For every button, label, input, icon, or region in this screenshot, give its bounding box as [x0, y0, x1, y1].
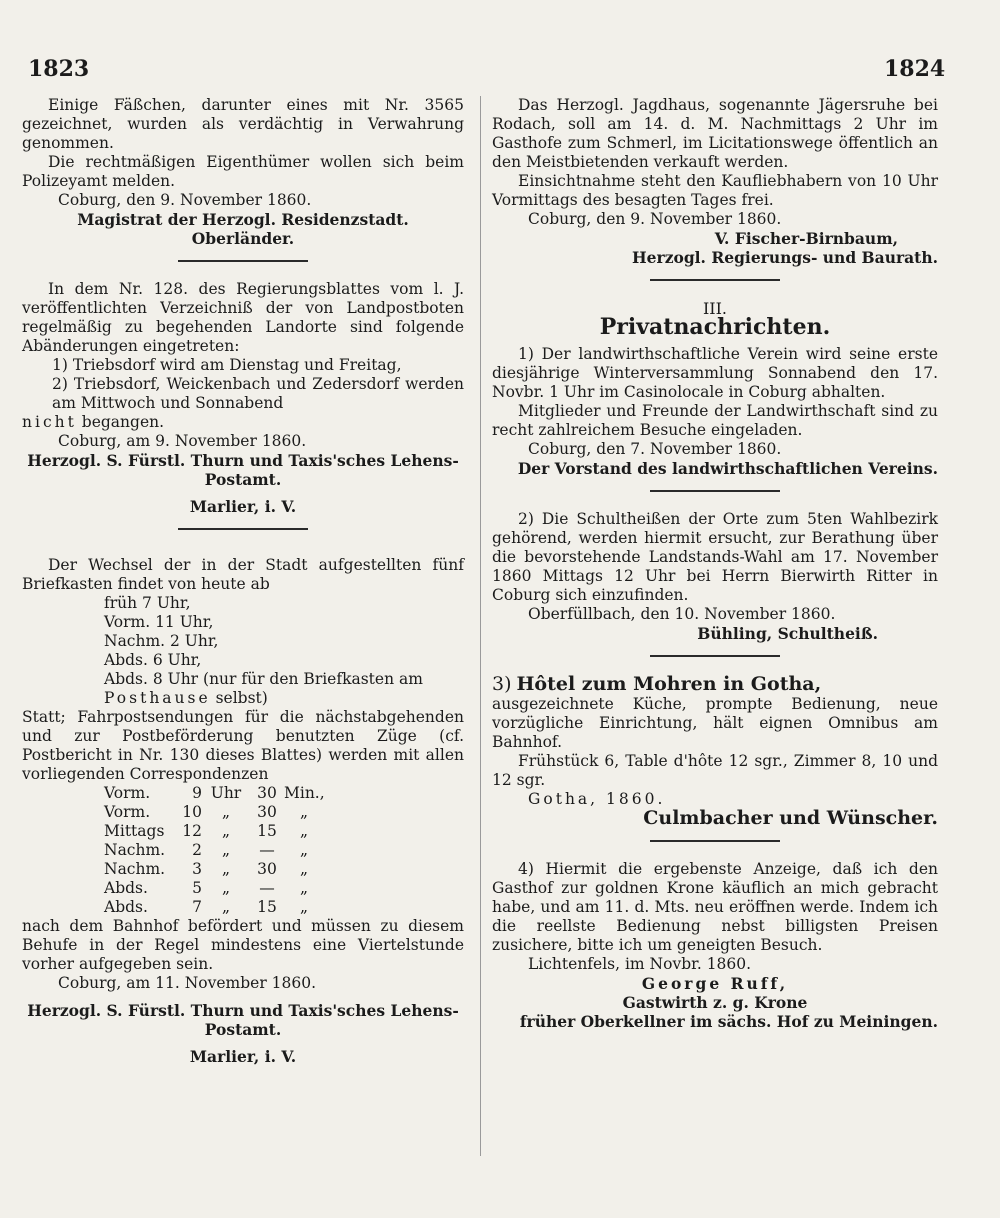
notice-signature: Postamt. — [204, 1020, 282, 1039]
left-column — [22, 96, 464, 1066]
spaced-word: Posthause — [104, 689, 211, 707]
notice-date: Lichtenfels, im Novbr. 1860. — [528, 955, 752, 973]
notice-signature: früher Oberkellner im sächs. Hof zu Meiningen. — [519, 1012, 938, 1031]
notice-body: 2) Die Schultheißen der Orte zum 5ten Wahlbezirk gehörend, werden hiermit ersucht, zur Berathung über die bevorstehende Landstands-Wahl am 17. November 1860 Mittags 12 Uhr bei Herrn Bierwirth Ritter in Coburg sich einzufinden. — [492, 510, 938, 604]
schedule-hour: 12 — [182, 822, 202, 840]
schedule-unit: Uhr — [210, 784, 242, 802]
schedule-minute: 30 — [257, 784, 277, 802]
schedule-unit: „ — [221, 898, 231, 916]
notice-signature: Gastwirth z. g. Krone — [622, 993, 808, 1012]
time-line: früh 7 Uhr, — [104, 594, 191, 612]
notice-signature: Herzogl. S. Fürstl. Thurn und Taxis'sches Lehens- — [27, 451, 459, 470]
section-title: Privatnachrichten. — [599, 314, 831, 340]
time-line — [22, 689, 464, 708]
schedule-label: Vorm. — [104, 784, 151, 802]
notice-date: Coburg, am 9. November 1860. — [58, 432, 307, 450]
schedule-hour: 7 — [192, 898, 202, 916]
schedule-minute: — — [259, 879, 275, 897]
notice-body: Einsichtnahme steht den Kaufliebhabern von 10 Uhr Vormittags des besagten Tages frei. — [492, 172, 938, 209]
section-heading — [492, 299, 938, 340]
section-rule — [650, 279, 780, 281]
notice-date: Coburg, am 11. November 1860. — [58, 974, 317, 992]
schedule-unit: „ — [221, 879, 231, 897]
notice-body: Mitglieder und Freunde der Landwirthschaft sind zu recht zahlreichem Besuche eingeladen. — [492, 402, 938, 439]
private-notice-2 — [492, 510, 938, 643]
schedule-row — [22, 879, 464, 898]
spaced-word: nicht — [22, 413, 77, 431]
time-line: Nachm. 2 Uhr, — [104, 632, 219, 650]
notice-signature: Herzogl. S. Fürstl. Thurn und Taxis'sches Lehens- — [27, 1001, 459, 1020]
schedule-hour: 10 — [182, 803, 202, 821]
schedule-minute-unit: „ — [299, 879, 309, 897]
schedule-row — [22, 841, 464, 860]
private-notice-1 — [492, 345, 938, 478]
column-divider — [480, 96, 481, 1156]
section-rule — [178, 260, 308, 262]
spacer — [22, 489, 464, 497]
notice-casks — [22, 96, 464, 248]
schedule-minute-unit: „ — [299, 803, 309, 821]
list-item: 1) Triebsdorf wird am Dienstag und Freitag, — [52, 356, 402, 374]
section-rule — [178, 528, 308, 530]
schedule-minute-unit: „ — [299, 822, 309, 840]
notice-postal-route — [22, 280, 464, 516]
schedule-minute-unit: „ — [299, 841, 309, 859]
notice-signature: Magistrat der Herzogl. Residenzstadt. — [77, 210, 409, 229]
spacer — [22, 548, 464, 556]
notice-signature: Herzogl. Regierungs- und Baurath. — [632, 248, 938, 267]
schedule-label: Nachm. — [104, 841, 166, 859]
right-column — [492, 96, 938, 1031]
schedule-row — [22, 898, 464, 917]
schedule-hour: 5 — [192, 879, 202, 897]
notice-body: Einige Fäßchen, darunter eines mit Nr. 3565 gezeichnet, wurden als verdächtig in Verwahrung genommen. — [22, 96, 464, 152]
notice-signature: Marlier, i. V. — [189, 497, 297, 516]
notice-date: Gotha, 1860. — [528, 790, 666, 808]
private-notice-4 — [492, 860, 938, 1031]
schedule-row — [22, 860, 464, 879]
notice-hunting-lodge — [492, 96, 938, 267]
schedule-label: Vorm. — [104, 803, 151, 821]
time-line: Vorm. 11 Uhr, — [104, 613, 214, 631]
page-number-left: 1823 — [28, 56, 90, 82]
notice-date: Oberfüllbach, den 10. November 1860. — [528, 605, 836, 623]
private-notice-3 — [492, 675, 938, 828]
hotel-title: Hôtel zum Mohren in Gotha, — [516, 673, 822, 695]
notice-body: In dem Nr. 128. des Regierungsblattes vom l. J. veröffentlichten Verzeichniß der von Landpostboten regelmäßig zu begehenden Landorte sind folgende Abänderungen eingetreten: — [22, 280, 464, 355]
section-number: III. — [702, 299, 728, 318]
notice-body: 4) Hiermit die ergebenste Anzeige, daß ich den Gasthof zur goldnen Krone käuflich an mich gebracht habe, und am 11. d. Mts. neu eröffnen werde. Indem ich die reellste Bedienung nebst billigsten Preisen zusichere, bitte ich um geneigten Besuch. — [492, 860, 938, 954]
list-item-tail-text: begangen. — [81, 413, 165, 431]
schedule-label: Abds. — [104, 879, 148, 897]
notice-body: Der Wechsel der in der Stadt aufgestellten fünf Briefkasten findet von heute ab — [22, 556, 464, 593]
notice-signature: Oberländer. — [191, 229, 295, 248]
time-line-tail: selbst) — [215, 689, 268, 707]
notice-body: nach dem Bahnhof befördert und müssen zu diesem Behufe in der Regel mindestens eine Viertelstunde vorher aufgegeben sein. — [22, 917, 464, 973]
notice-body: Frühstück 6, Table d'hôte 12 sgr., Zimmer 8, 10 und 12 sgr. — [492, 752, 938, 789]
notice-date: Coburg, den 9. November 1860. — [528, 210, 782, 228]
section-rule — [650, 490, 780, 492]
time-line: Abds. 6 Uhr, — [104, 651, 202, 669]
section-rule — [650, 840, 780, 842]
notice-body: ausgezeichnete Küche, prompte Bedienung, neue vorzügliche Einrichtung, hält eignen Omnibus am Bahnhof. — [492, 695, 938, 751]
page-number-right: 1824 — [884, 56, 946, 82]
schedule-row — [22, 803, 464, 822]
schedule-row — [22, 822, 464, 841]
notice-date: Coburg, den 7. November 1860. — [528, 440, 782, 458]
schedule-label: Nachm. — [104, 860, 166, 878]
spacer — [22, 993, 464, 1001]
list-item: 2) Triebsdorf, Weickenbach und Zedersdorf werden am Mittwoch und Sonnabend — [52, 375, 464, 412]
schedule-minute: 30 — [257, 860, 277, 878]
notice-signature: Postamt. — [204, 470, 282, 489]
notice-signature: Der Vorstand des landwirthschaftlichen Vereins. — [517, 459, 938, 478]
notice-body: Die rechtmäßigen Eigenthümer wollen sich beim Polizeyamt melden. — [22, 153, 464, 190]
notice-date: Coburg, den 9. November 1860. — [58, 191, 312, 209]
schedule-minute: 15 — [257, 898, 277, 916]
schedule-label: Abds. — [104, 898, 148, 916]
schedule-minute-unit: „ — [299, 898, 309, 916]
schedule-minute-unit: „ — [299, 860, 309, 878]
notice-body: Statt; Fahrpostsendungen für die nächstabgehenden und zur Postbeförderung benutzten Züge (cf. Postbericht in Nr. 130 dieses Blattes) werden mit allen vorliegenden Correspondenzen — [22, 708, 464, 783]
schedule-table — [22, 784, 464, 917]
notice-signature: George Ruff, — [641, 974, 789, 993]
schedule-hour: 3 — [192, 860, 202, 878]
schedule-hour: 2 — [192, 841, 202, 859]
notice-signature: Bühling, Schultheiß. — [697, 624, 878, 643]
notice-number: 3) — [492, 673, 512, 695]
schedule-minute: 15 — [257, 822, 277, 840]
notice-body: Das Herzogl. Jagdhaus, sogenannte Jägersruhe bei Rodach, soll am 14. d. M. Nachmittags 2 Uhr im Gasthofe zum Schmerl, im Licitationswege öffentlich an den Meistbietenden verkauft werden. — [492, 96, 938, 171]
schedule-unit: „ — [221, 841, 231, 859]
schedule-row — [22, 784, 464, 803]
section-rule — [650, 655, 780, 657]
schedule-minute: — — [259, 841, 275, 859]
schedule-label: Mittags — [104, 822, 165, 840]
spacer — [22, 1039, 464, 1047]
list-item-tail — [22, 413, 464, 432]
notice-signature: Culmbacher und Wünscher. — [643, 807, 938, 829]
notice-body: 1) Der landwirthschaftliche Verein wird seine erste diesjährige Winterversammlung Sonnabend den 17. Novbr. 1 Uhr im Casinolocale in Coburg abhalten. — [492, 345, 938, 401]
schedule-unit: „ — [221, 822, 231, 840]
schedule-unit: „ — [221, 803, 231, 821]
hotel-headline — [492, 675, 938, 695]
schedule-unit: „ — [221, 860, 231, 878]
notice-signature: Marlier, i. V. — [189, 1047, 297, 1066]
notice-mailbox-schedule — [22, 548, 464, 1066]
schedule-minute-unit: Min., — [284, 784, 325, 802]
schedule-minute: 30 — [257, 803, 277, 821]
time-line: Abds. 8 Uhr (nur für den Briefkasten am — [104, 670, 423, 688]
notice-signature: V. Fischer-Birnbaum, — [714, 229, 898, 248]
schedule-hour: 9 — [192, 784, 202, 802]
